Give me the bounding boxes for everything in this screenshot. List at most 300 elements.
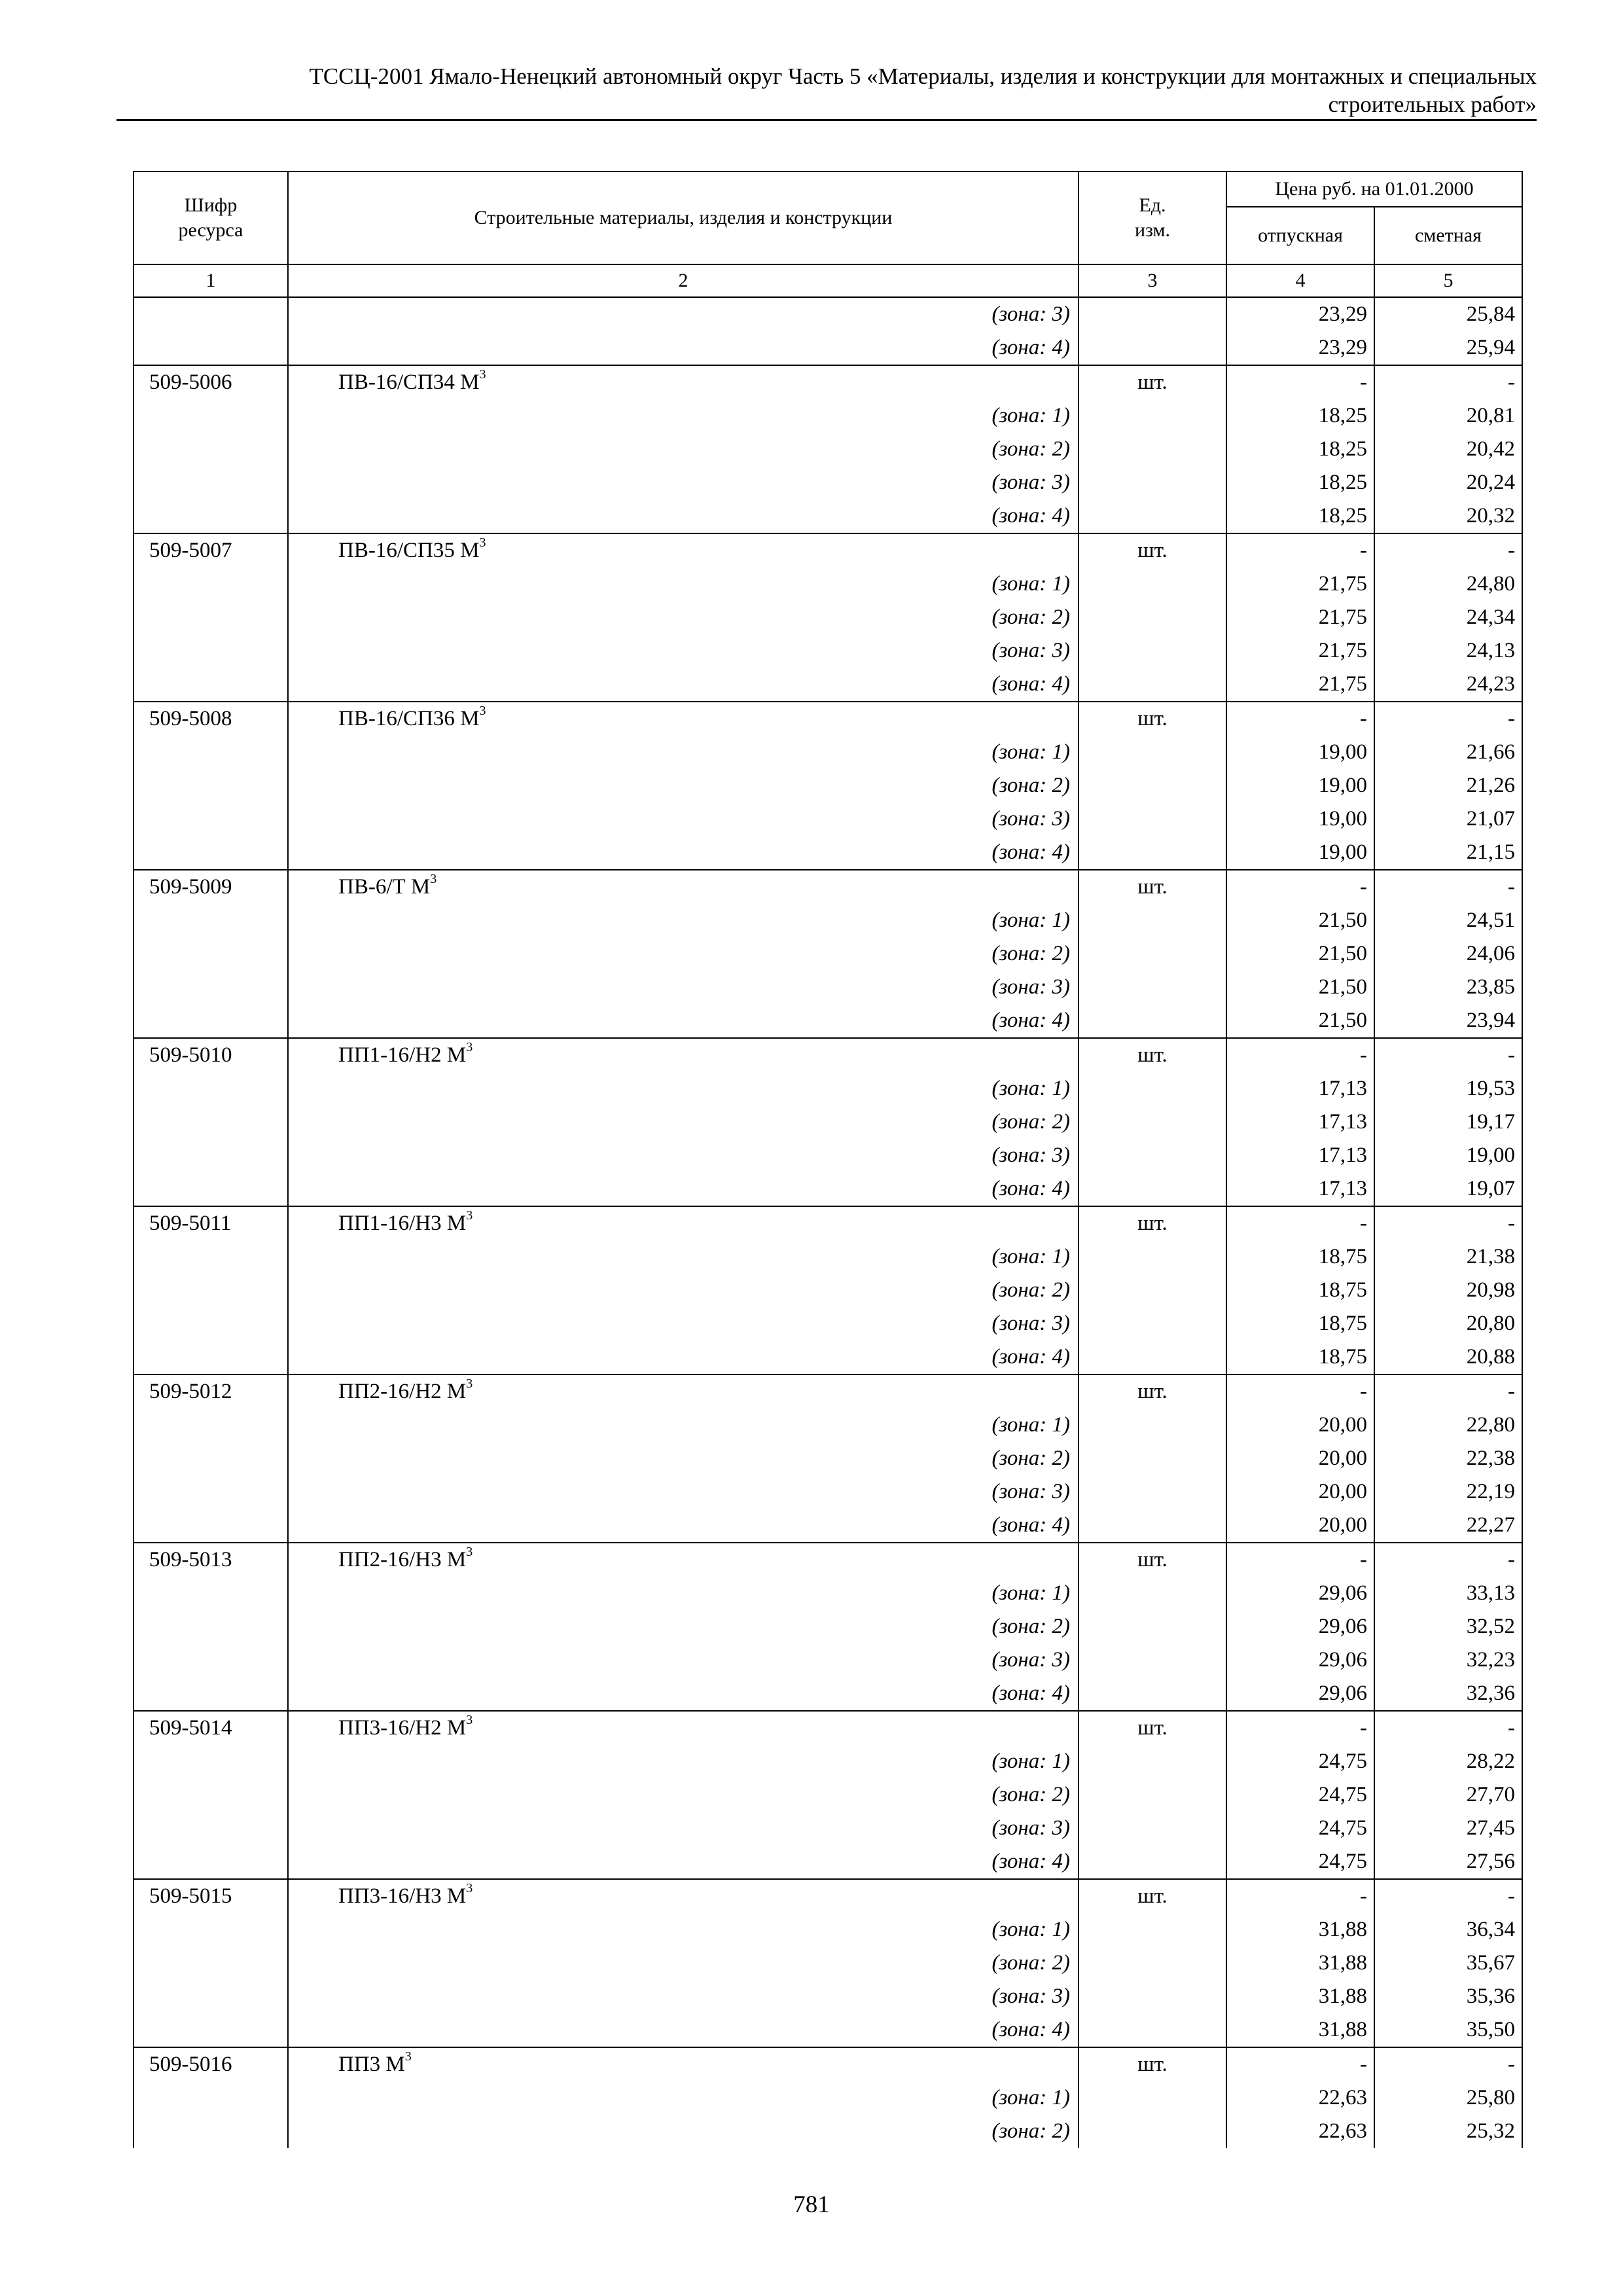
zone-label: (зона: 2) <box>288 601 1079 634</box>
item-name-cell <box>288 1206 1079 1240</box>
item-name: ПВ-6/Т М <box>338 875 431 899</box>
zone-row <box>134 1307 1522 1340</box>
zone-code-empty <box>134 2013 288 2047</box>
zone-row <box>134 331 1522 365</box>
zone-row <box>134 668 1522 702</box>
zone-unit-empty <box>1079 736 1226 769</box>
release-price: 24,75 <box>1226 1778 1374 1812</box>
release-price: 31,88 <box>1226 1913 1374 1946</box>
header-code: Шифр ресурса <box>134 171 288 264</box>
unit-superscript: 3 <box>404 2049 412 2064</box>
header-line-1: ТССЦ-2001 Ямало-Ненецкий автономный округ Часть 5 «Материалы, изделия и конструкции для монтажных и специальных <box>309 63 1537 89</box>
zone-unit-empty <box>1079 331 1226 365</box>
estimate-price: - <box>1374 870 1522 904</box>
resource-code: 509-5009 <box>134 870 288 904</box>
zone-label: (зона: 1) <box>288 399 1079 433</box>
zone-label: (зона: 4) <box>288 668 1079 702</box>
zone-code-empty <box>134 1004 288 1038</box>
zone-unit-empty <box>1079 2081 1226 2115</box>
zone-unit-empty <box>1079 297 1226 331</box>
item-name-cell <box>288 1711 1079 1745</box>
zone-unit-empty <box>1079 1610 1226 1643</box>
document-header <box>116 62 1537 118</box>
zone-code-empty <box>134 1946 288 1980</box>
unit: шт. <box>1079 1879 1226 1913</box>
zone-row <box>134 2013 1522 2047</box>
release-price: - <box>1226 533 1374 567</box>
estimate-price: - <box>1374 1879 1522 1913</box>
zone-label: (зона: 1) <box>288 736 1079 769</box>
release-price: - <box>1226 365 1374 399</box>
estimate-price: 27,56 <box>1374 1845 1522 1879</box>
zone-label: (зона: 4) <box>288 836 1079 870</box>
zone-unit-empty <box>1079 2115 1226 2148</box>
item-name: ПП1-16/Н3 М <box>338 1211 467 1235</box>
zone-unit-empty <box>1079 601 1226 634</box>
zone-row <box>134 1778 1522 1812</box>
table-row <box>134 533 1522 567</box>
zone-label: (зона: 4) <box>288 1845 1079 1879</box>
resource-code: 509-5010 <box>134 1038 288 1072</box>
unit: шт. <box>1079 2047 1226 2081</box>
release-price: 22,63 <box>1226 2115 1374 2148</box>
release-price: 22,63 <box>1226 2081 1374 2115</box>
estimate-price: 36,34 <box>1374 1913 1522 1946</box>
release-price: 17,13 <box>1226 1172 1374 1206</box>
zone-row <box>134 769 1522 802</box>
estimate-price: 19,07 <box>1374 1172 1522 1206</box>
zone-unit-empty <box>1079 1408 1226 1442</box>
release-price: 23,29 <box>1226 297 1374 331</box>
zone-unit-empty <box>1079 668 1226 702</box>
estimate-price: - <box>1374 533 1522 567</box>
release-price: 18,75 <box>1226 1340 1374 1374</box>
zone-label: (зона: 4) <box>288 499 1079 533</box>
release-price: 21,75 <box>1226 601 1374 634</box>
resource-code: 509-5013 <box>134 1543 288 1577</box>
zone-row <box>134 1845 1522 1879</box>
estimate-price: - <box>1374 1206 1522 1240</box>
zone-row <box>134 1340 1522 1374</box>
zone-unit-empty <box>1079 567 1226 601</box>
release-price: 21,75 <box>1226 567 1374 601</box>
estimate-price: 25,94 <box>1374 331 1522 365</box>
release-price: - <box>1226 1711 1374 1745</box>
estimate-price: 35,36 <box>1374 1980 1522 2013</box>
zone-row <box>134 601 1522 634</box>
zone-code-empty <box>134 1677 288 1711</box>
zone-label: (зона: 1) <box>288 2081 1079 2115</box>
item-name-cell <box>288 2047 1079 2081</box>
table-body <box>134 297 1522 2148</box>
item-name: ПП3 М <box>338 2053 405 2076</box>
zone-unit-empty <box>1079 769 1226 802</box>
zone-code-empty <box>134 331 288 365</box>
estimate-price: - <box>1374 2047 1522 2081</box>
zone-label: (зона: 1) <box>288 1072 1079 1105</box>
release-price: 31,88 <box>1226 1946 1374 1980</box>
release-price: 21,75 <box>1226 668 1374 702</box>
estimate-price: 35,67 <box>1374 1946 1522 1980</box>
release-price: 31,88 <box>1226 1980 1374 2013</box>
zone-row <box>134 499 1522 533</box>
table-row <box>134 1374 1522 1408</box>
estimate-price: 27,45 <box>1374 1812 1522 1845</box>
unit-superscript: 3 <box>479 535 486 550</box>
unit: шт. <box>1079 365 1226 399</box>
estimate-price: - <box>1374 1711 1522 1745</box>
release-price: - <box>1226 870 1374 904</box>
zone-label: (зона: 3) <box>288 634 1079 668</box>
zone-unit-empty <box>1079 1845 1226 1879</box>
zone-code-empty <box>134 567 288 601</box>
release-price: 21,50 <box>1226 937 1374 971</box>
zone-code-empty <box>134 1509 288 1543</box>
release-price: 31,88 <box>1226 2013 1374 2047</box>
estimate-price: 23,85 <box>1374 971 1522 1004</box>
unit: шт. <box>1079 702 1226 736</box>
resource-code: 509-5015 <box>134 1879 288 1913</box>
release-price: 20,00 <box>1226 1408 1374 1442</box>
estimate-price: 20,24 <box>1374 466 1522 499</box>
unit-superscript: 3 <box>430 872 437 886</box>
zone-unit-empty <box>1079 802 1226 836</box>
estimate-price: 28,22 <box>1374 1745 1522 1778</box>
header-rule <box>116 119 1537 121</box>
zone-code-empty <box>134 2115 288 2148</box>
item-name-cell <box>288 533 1079 567</box>
zone-unit-empty <box>1079 433 1226 466</box>
zone-row <box>134 1913 1522 1946</box>
unit: шт. <box>1079 1543 1226 1577</box>
release-price: 21,50 <box>1226 971 1374 1004</box>
release-price: 19,00 <box>1226 802 1374 836</box>
resource-code: 509-5008 <box>134 702 288 736</box>
zone-row <box>134 1509 1522 1543</box>
unit: шт. <box>1079 1206 1226 1240</box>
zone-row <box>134 1274 1522 1307</box>
estimate-price: 24,23 <box>1374 668 1522 702</box>
estimate-price: 33,13 <box>1374 1577 1522 1610</box>
release-price: 17,13 <box>1226 1072 1374 1105</box>
unit-superscript: 3 <box>466 1208 473 1223</box>
zone-unit-empty <box>1079 1274 1226 1307</box>
item-name-cell <box>288 1879 1079 1913</box>
zone-code-empty <box>134 1240 288 1274</box>
header-price-group: Цена руб. на 01.01.2000 <box>1226 171 1522 207</box>
release-price: 19,00 <box>1226 836 1374 870</box>
zone-row <box>134 1946 1522 1980</box>
unit-superscript: 3 <box>479 704 486 718</box>
zone-unit-empty <box>1079 904 1226 937</box>
zone-row <box>134 2115 1522 2148</box>
table-row <box>134 1038 1522 1072</box>
zone-label: (зона: 3) <box>288 466 1079 499</box>
release-price: 19,00 <box>1226 769 1374 802</box>
zone-code-empty <box>134 802 288 836</box>
estimate-price: - <box>1374 1543 1522 1577</box>
zone-code-empty <box>134 1812 288 1845</box>
estimate-price: 21,26 <box>1374 769 1522 802</box>
estimate-price: 27,70 <box>1374 1778 1522 1812</box>
release-price: 18,25 <box>1226 499 1374 533</box>
zone-label: (зона: 3) <box>288 1980 1079 2013</box>
estimate-price: - <box>1374 365 1522 399</box>
zone-label: (зона: 1) <box>288 1913 1079 1946</box>
zone-unit-empty <box>1079 1643 1226 1677</box>
release-price: 29,06 <box>1226 1677 1374 1711</box>
zone-code-empty <box>134 433 288 466</box>
resource-code: 509-5012 <box>134 1374 288 1408</box>
zone-code-empty <box>134 1980 288 2013</box>
table-row <box>134 1206 1522 1240</box>
table-row <box>134 1543 1522 1577</box>
release-price: 18,75 <box>1226 1307 1374 1340</box>
zone-code-empty <box>134 1475 288 1509</box>
estimate-price: 25,84 <box>1374 297 1522 331</box>
table-row <box>134 365 1522 399</box>
resource-code: 509-5014 <box>134 1711 288 1745</box>
zone-code-empty <box>134 1274 288 1307</box>
zone-row <box>134 1105 1522 1139</box>
zone-row <box>134 904 1522 937</box>
estimate-price: 25,32 <box>1374 2115 1522 2148</box>
estimate-price: 22,19 <box>1374 1475 1522 1509</box>
zone-code-empty <box>134 1307 288 1340</box>
zone-unit-empty <box>1079 1913 1226 1946</box>
zone-label: (зона: 1) <box>288 1577 1079 1610</box>
estimate-price: 21,38 <box>1374 1240 1522 1274</box>
zone-label: (зона: 2) <box>288 1610 1079 1643</box>
estimate-price: 21,15 <box>1374 836 1522 870</box>
zone-code-empty <box>134 1072 288 1105</box>
release-price: 21,75 <box>1226 634 1374 668</box>
estimate-price: - <box>1374 1374 1522 1408</box>
release-price: 19,00 <box>1226 736 1374 769</box>
zone-unit-empty <box>1079 1475 1226 1509</box>
zone-code-empty <box>134 499 288 533</box>
zone-row <box>134 1172 1522 1206</box>
estimate-price: 22,80 <box>1374 1408 1522 1442</box>
item-name-cell <box>288 702 1079 736</box>
zone-code-empty <box>134 1340 288 1374</box>
estimate-price: 23,94 <box>1374 1004 1522 1038</box>
zone-label: (зона: 3) <box>288 971 1079 1004</box>
zone-row <box>134 1004 1522 1038</box>
resource-code: 509-5011 <box>134 1206 288 1240</box>
release-price: 20,00 <box>1226 1509 1374 1543</box>
release-price: 29,06 <box>1226 1610 1374 1643</box>
unit: шт. <box>1079 1374 1226 1408</box>
zone-label: (зона: 2) <box>288 1946 1079 1980</box>
zone-label: (зона: 2) <box>288 1274 1079 1307</box>
zone-row <box>134 399 1522 433</box>
zone-code-empty <box>134 836 288 870</box>
zone-row <box>134 1240 1522 1274</box>
zone-code-empty <box>134 668 288 702</box>
zone-label: (зона: 4) <box>288 1172 1079 1206</box>
estimate-price: 21,07 <box>1374 802 1522 836</box>
item-name-cell <box>288 1374 1079 1408</box>
zone-unit-empty <box>1079 971 1226 1004</box>
release-price: 20,00 <box>1226 1475 1374 1509</box>
zone-label: (зона: 3) <box>288 1475 1079 1509</box>
zone-unit-empty <box>1079 1442 1226 1475</box>
estimate-price: 32,36 <box>1374 1677 1522 1711</box>
zone-unit-empty <box>1079 1340 1226 1374</box>
zone-row <box>134 297 1522 331</box>
zone-unit-empty <box>1079 1745 1226 1778</box>
item-name: ПП2-16/Н2 М <box>338 1380 467 1403</box>
zone-row <box>134 836 1522 870</box>
item-name: ПВ-16/СП34 М <box>338 370 480 394</box>
release-price: 24,75 <box>1226 1745 1374 1778</box>
zone-row <box>134 1677 1522 1711</box>
estimate-price: 20,81 <box>1374 399 1522 433</box>
zone-label: (зона: 3) <box>288 1643 1079 1677</box>
release-price: - <box>1226 1879 1374 1913</box>
resource-code: 509-5006 <box>134 365 288 399</box>
estimate-price: - <box>1374 1038 1522 1072</box>
release-price: 18,25 <box>1226 466 1374 499</box>
estimate-price: 25,80 <box>1374 2081 1522 2115</box>
unit-superscript: 3 <box>466 1376 473 1391</box>
release-price: 21,50 <box>1226 1004 1374 1038</box>
item-name: ПП3-16/Н3 М <box>338 1884 467 1908</box>
zone-unit-empty <box>1079 1307 1226 1340</box>
zone-code-empty <box>134 971 288 1004</box>
zone-label: (зона: 2) <box>288 937 1079 971</box>
estimate-price: 32,52 <box>1374 1610 1522 1643</box>
zone-label: (зона: 2) <box>288 1778 1079 1812</box>
zone-unit-empty <box>1079 399 1226 433</box>
estimate-price: 32,23 <box>1374 1643 1522 1677</box>
zone-row <box>134 1139 1522 1172</box>
zone-unit-empty <box>1079 937 1226 971</box>
release-price: - <box>1226 702 1374 736</box>
table-header <box>134 171 1522 297</box>
zone-code-empty <box>134 1778 288 1812</box>
zone-unit-empty <box>1079 1509 1226 1543</box>
zone-label: (зона: 2) <box>288 1105 1079 1139</box>
zone-unit-empty <box>1079 1139 1226 1172</box>
zone-row <box>134 1745 1522 1778</box>
zone-label: (зона: 4) <box>288 1340 1079 1374</box>
zone-code-empty <box>134 601 288 634</box>
zone-unit-empty <box>1079 2013 1226 2047</box>
zone-code-empty <box>134 1913 288 1946</box>
zone-label: (зона: 4) <box>288 1004 1079 1038</box>
page-number: 781 <box>793 2191 830 2218</box>
zone-unit-empty <box>1079 1072 1226 1105</box>
zone-label: (зона: 1) <box>288 1408 1079 1442</box>
zone-code-empty <box>134 1610 288 1643</box>
zone-code-empty <box>134 2081 288 2115</box>
estimate-price: 20,42 <box>1374 433 1522 466</box>
estimate-price: 24,51 <box>1374 904 1522 937</box>
unit: шт. <box>1079 533 1226 567</box>
release-price: 21,50 <box>1226 904 1374 937</box>
zone-code-empty <box>134 769 288 802</box>
release-price: 18,25 <box>1226 433 1374 466</box>
zone-row <box>134 2081 1522 2115</box>
price-table <box>133 171 1523 2148</box>
header-name: Строительные материалы, изделия и конструкции <box>288 171 1079 264</box>
release-price: - <box>1226 1038 1374 1072</box>
item-name: ПП1-16/Н2 М <box>338 1043 467 1067</box>
table-row <box>134 2047 1522 2081</box>
zone-row <box>134 1812 1522 1845</box>
zone-label: (зона: 3) <box>288 802 1079 836</box>
zone-label: (зона: 2) <box>288 2115 1079 2148</box>
zone-label: (зона: 2) <box>288 1442 1079 1475</box>
resource-code: 509-5007 <box>134 533 288 567</box>
table-row <box>134 1879 1522 1913</box>
zone-code-empty <box>134 736 288 769</box>
zone-row <box>134 1442 1522 1475</box>
zone-unit-empty <box>1079 1240 1226 1274</box>
item-name-cell <box>288 1543 1079 1577</box>
zone-row <box>134 1643 1522 1677</box>
header-price-release: отпускная <box>1226 207 1374 264</box>
estimate-price: 22,27 <box>1374 1509 1522 1543</box>
item-name: ПВ-16/СП36 М <box>338 707 480 730</box>
release-price: 17,13 <box>1226 1105 1374 1139</box>
release-price: - <box>1226 2047 1374 2081</box>
zone-label: (зона: 3) <box>288 1139 1079 1172</box>
zone-label: (зона: 1) <box>288 1745 1079 1778</box>
column-number-5: 5 <box>1374 264 1522 297</box>
zone-unit-empty <box>1079 1946 1226 1980</box>
release-price: 18,75 <box>1226 1274 1374 1307</box>
unit-superscript: 3 <box>466 1040 473 1054</box>
zone-code-empty <box>134 1105 288 1139</box>
zone-label: (зона: 4) <box>288 1509 1079 1543</box>
release-price: 23,29 <box>1226 331 1374 365</box>
zone-label: (зона: 4) <box>288 331 1079 365</box>
zone-label: (зона: 1) <box>288 567 1079 601</box>
estimate-price: 24,06 <box>1374 937 1522 971</box>
zone-code-empty <box>134 466 288 499</box>
item-name: ПВ-16/СП35 М <box>338 539 480 562</box>
item-name-cell <box>288 870 1079 904</box>
zone-code-empty <box>134 1172 288 1206</box>
release-price: - <box>1226 1543 1374 1577</box>
zone-code-empty <box>134 1408 288 1442</box>
zone-row <box>134 736 1522 769</box>
zone-label: (зона: 1) <box>288 904 1079 937</box>
zone-unit-empty <box>1079 1677 1226 1711</box>
zone-unit-empty <box>1079 1778 1226 1812</box>
item-name: ПП2-16/Н3 М <box>338 1548 467 1571</box>
release-price: 29,06 <box>1226 1643 1374 1677</box>
zone-unit-empty <box>1079 634 1226 668</box>
zone-label: (зона: 2) <box>288 769 1079 802</box>
estimate-price: - <box>1374 702 1522 736</box>
zone-code-empty <box>134 1139 288 1172</box>
zone-label: (зона: 3) <box>288 1307 1079 1340</box>
zone-code-empty <box>134 1577 288 1610</box>
zone-label: (зона: 1) <box>288 1240 1079 1274</box>
unit-superscript: 3 <box>466 1545 473 1559</box>
release-price: 24,75 <box>1226 1845 1374 1879</box>
release-price: - <box>1226 1374 1374 1408</box>
zone-code-empty <box>134 937 288 971</box>
column-number-4: 4 <box>1226 264 1374 297</box>
zone-label: (зона: 4) <box>288 1677 1079 1711</box>
zone-row <box>134 937 1522 971</box>
unit: шт. <box>1079 1038 1226 1072</box>
